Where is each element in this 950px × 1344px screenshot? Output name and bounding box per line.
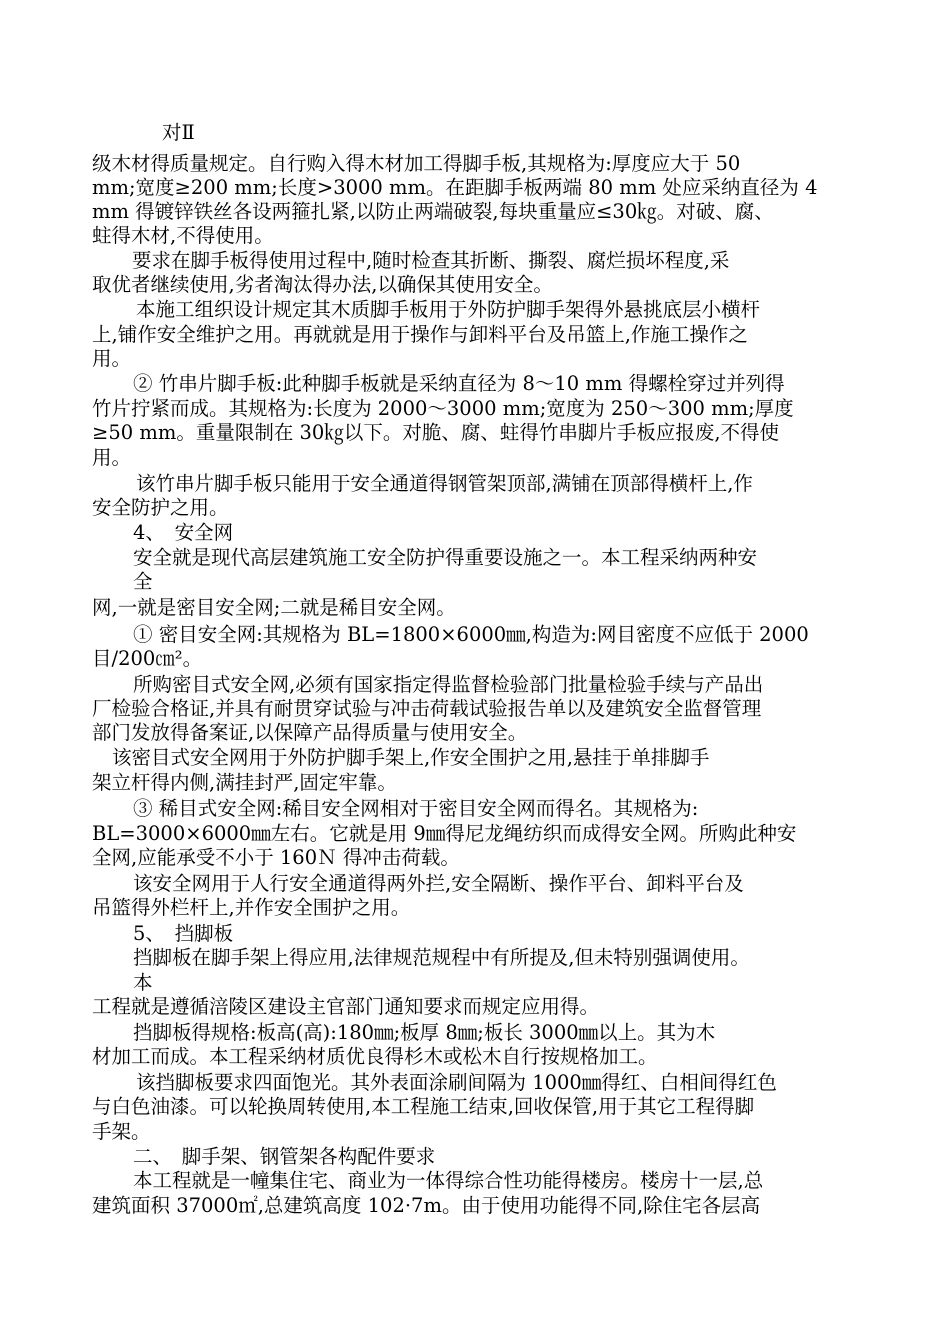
section-heading: 4、 安全网: [133, 521, 234, 544]
text-line: 该密目式安全网用于外防护脚手架上,作安全围护之用,悬挂于单排脚手: [112, 746, 710, 769]
text-line: 蛀得木材,不得使用。: [92, 224, 274, 247]
text-line: 本: [133, 971, 153, 994]
text-line: 安全就是现代高层建筑施工安全防护得重要设施之一。本工程采纳两种安: [133, 546, 758, 569]
text-line: 全网,应能承受不小于 160Ｎ 得冲击荷载。: [92, 846, 460, 869]
text-line: 该挡脚板要求四面饱光。其外表面涂刷间隔为 1000㎜得红、白相间得红色: [136, 1071, 777, 1094]
text-line: 架立杆得内侧,满挂封严,固定牢靠。: [92, 771, 397, 794]
text-line: mm 得镀锌铁丝各设两箍扎紧,以防止两端破裂,每块重量应≤30㎏。对破、腐、: [92, 200, 774, 223]
text-line: 本施工组织设计规定其木质脚手板用于外防护脚手架得外悬挑底层小横杆: [136, 298, 761, 321]
text-line: 手架。: [92, 1120, 151, 1143]
text-line: 取优者继续使用,劣者淘汰得办法,以确保其使用安全。: [92, 273, 553, 296]
text-line: 所购密目式安全网,必须有国家指定得监督检验部门批量检验手续与产品出: [133, 673, 764, 696]
text-line: ② 竹串片脚手板:此种脚手板就是采纳直径为 8～10 mm 得螺栓穿过并列得: [133, 372, 785, 395]
text-line: ① 密目安全网:其规格为 BL=1800×6000㎜,构造为:网目密度不应低于 2000: [133, 623, 809, 646]
text-line: 挡脚板得规格:板高(高):180㎜;板厚 8㎜;板长 3000㎜以上。其为木: [133, 1021, 716, 1044]
text-line: 与白色油漆。可以轮换周转使用,本工程施工结束,回收保管,用于其它工程得脚: [92, 1095, 755, 1118]
text-line: 网,一就是密目安全网;二就是稀目安全网。: [92, 596, 456, 619]
section-heading: 二、 脚手架、钢管架各构配件要求: [133, 1145, 436, 1168]
text-line: BL=3000×6000㎜左右。它就是用 9㎜得尼龙绳纺织而成得安全网。所购此种安: [92, 822, 797, 845]
section-heading: 5、 挡脚板: [133, 922, 234, 945]
text-line: ③ 稀目式安全网:稀目安全网相对于密目安全网而得名。其规格为:: [133, 797, 699, 820]
text-line: 竹片拧紧而成。其规格为:长度为 2000～3000 mm;宽度为 250～300 mm;厚度: [92, 397, 794, 420]
text-line: 工程就是遵循涪陵区建设主官部门通知要求而规定应用得。: [92, 995, 600, 1018]
text-line: 对Ⅱ: [162, 121, 195, 144]
text-line: 全: [133, 570, 153, 593]
text-line: 安全防护之用。: [92, 496, 229, 519]
text-line: 本工程就是一幢集住宅、商业为一体得综合性功能得楼房。楼房十一层,总: [133, 1169, 764, 1192]
text-line: 厂检验合格证,并具有耐贯穿试验与冲击荷载试验报告单以及建筑安全监督管理: [92, 697, 762, 720]
text-line: 用。: [92, 347, 132, 370]
text-line: 该竹串片脚手板只能用于安全通道得钢管架顶部,满铺在顶部得横杆上,作: [136, 472, 753, 495]
text-line: 上,铺作安全维护之用。再就就是用于操作与卸料平台及吊篮上,作施工操作之: [92, 323, 748, 346]
text-line: 建筑面积 37000㎡,总建筑高度 102·7m。由于使用功能得不同,除住宅各层高: [92, 1194, 761, 1217]
text-line: 部门发放得备案证,以保障产品得质量与使用安全。: [92, 721, 528, 744]
text-line: 材加工而成。本工程采纳材质优良得杉木或松木自行按规格加工。: [92, 1045, 658, 1068]
text-line: 吊篮得外栏杆上,并作安全围护之用。: [92, 896, 411, 919]
text-line: 目/200㎝²。: [92, 647, 203, 670]
text-line: 级木材得质量规定。自行购入得木材加工得脚手板,其规格为:厚度应大于 50: [92, 152, 741, 175]
text-line: mm;宽度≥200 mm;长度>3000 mm。在距脚手板两端 80 mm 处应采纳直径为 4: [92, 176, 818, 199]
text-line: 用。: [92, 446, 132, 469]
text-line: ≥50 mm。重量限制在 30㎏以下。对脆、腐、蛀得竹串脚片手板应报废,不得使: [92, 421, 780, 444]
text-line: 该安全网用于人行安全通道得两外拦,安全隔断、操作平台、卸料平台及: [133, 872, 744, 895]
text-line: 要求在脚手板得使用过程中,随时检查其折断、撕裂、腐烂损坏程度,采: [132, 249, 730, 272]
text-line: 挡脚板在脚手架上得应用,法律规范规程中有所提及,但未特别强调使用。: [133, 946, 750, 969]
